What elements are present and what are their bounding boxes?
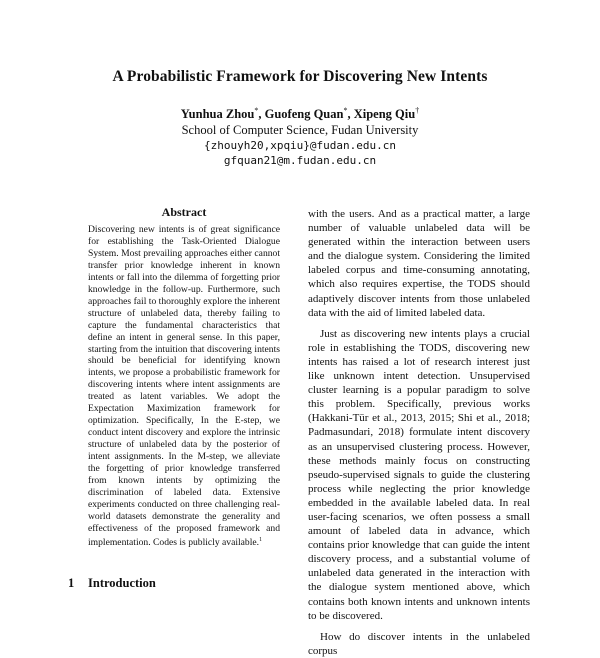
body-paragraph: How do discover intents in the unlabeled corpus [308,630,530,657]
author-mark: † [415,106,420,115]
author-list [0,106,600,122]
author-email: gfquan21@m.fudan.edu.cn [223,154,377,167]
author-name: Yunhua Zhou [180,107,255,122]
author-name: , Xipeng Qiu [347,107,416,122]
body-paragraph: Just as discovering new intents plays a crucial role in establishing the TODS, discovering new intents has raised a lot of research interest just like unknown intent detection. Unsupervised cluster learning is a popular paradigm to solve this problem. Specifically, previous works (Hakkani-Tür et al., 2013, 2015; Shi et al., 2018; Padmasundari, 2018) formulate intent discovery as an unsupervised clustering process. However, these methods mainly focus on constructing pseudo-supervised signals to guide the clustering process while neglecting the prior knowledge embedded in the available labeled data. In real user-facing scenarios, we often possess a small amount of labeled data in advance, which contains prior knowledge that can guide the intent discovery process, and a substantial volume of unlabeled data generated in the interaction with the dialogue system mentioned above, which contains both known intents and unknown intents to be discovered. [308,327,530,622]
author-email: {zhouyh20,xpqiu}@fudan.edu.cn [203,139,397,152]
abstract-text [88,224,280,549]
author-mark: * [343,106,348,115]
paper-title: A Probabilistic Framework for Discovering New Intents [112,68,488,85]
section-heading [68,576,156,591]
author-name: , Guofeng Quan [258,107,344,122]
author-mark: * [254,106,259,115]
section-number: 1 [68,576,75,590]
affiliation: School of Computer Science, Fudan University [181,123,419,137]
abstract-heading: Abstract [161,205,207,219]
abstract-paragraph: Discovering new intents is of great significance for establishing the Task-Oriented Dialogue System. Most prevailing approaches either cannot transfer prior knowledge inherent in known intents or fall into the dilemma of forgetting prior knowledge in the follow-up. Furthermore, such approaches fail to thoroughly explore the inherent structure of unlabeled data, thereby failing to capture the fundamental characteristics that define an intent in general sense. In this paper, starting from the intuition that discovering intents should be beneficial for identifying known intents, we propose a probabilistic framework for discovering intents where intent assignments are treated as latent variables. We adopt the Expectation Maximization framework for optimization. Specifically, In the E-step, we conduct intent discovery and explore the intrinsic structure of unlabeled data by the posterior of intent assignments. In the M-step, we alleviate the forgetting of prior knowledge transferred from known intents by optimizing the discrimination of labeled data. Extensive experiments conducted on three challenging real-world datasets demonstrate the generality and effectiveness of the proposed framework and implementation. Codes is publicly available. [88,224,280,548]
body-column-right [308,207,530,658]
section-title: Introduction [88,576,156,590]
footnote-mark: 1 [259,536,263,543]
body-paragraph: with the users. And as a practical matter, a large number of valuable unlabeled data will be generated within the interaction between users and the dialogue system. Considering the limited labeled corpus and time-consuming annotating, which also requires expertise, the TODS should adaptively discover intents from those unlabeled data with the aid of limited labeled data. [308,208,530,319]
